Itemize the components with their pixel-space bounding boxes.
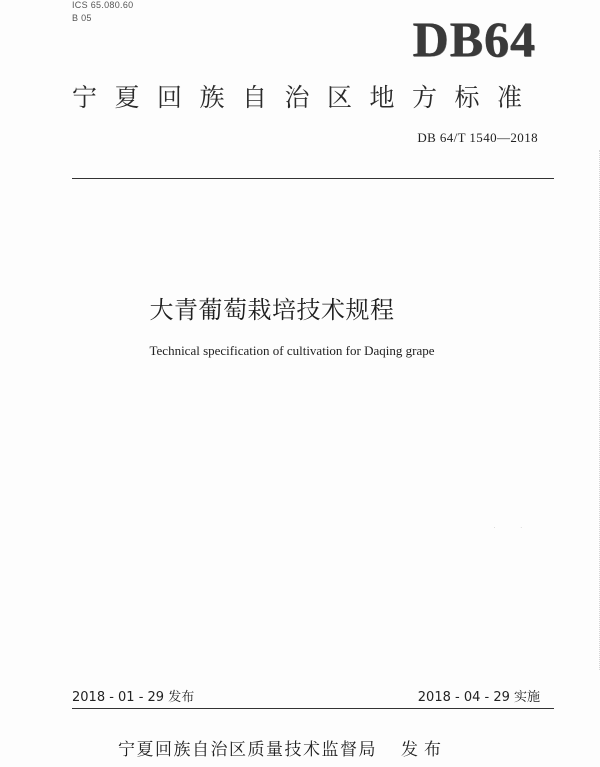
title-chinese-text: 大青葡萄栽培技术规程: [149, 296, 395, 324]
scan-edge-marks: [593, 150, 600, 670]
standard-type-heading: 宁夏回族自治区地方标准: [72, 83, 540, 112]
issuing-authority: [118, 735, 447, 760]
issuer-action: 发布: [401, 740, 447, 760]
standard-number: DB 64/T 1540—2018: [417, 130, 538, 145]
top-divider: [72, 178, 554, 179]
title-english-text: Technical specification of cultivation for Daqing grape: [149, 343, 435, 358]
ics-code: ICS 65.080.60: [72, 0, 134, 10]
implementation-date: 2018 - 04 - 29 实施: [417, 690, 540, 705]
scan-specks: · ·: [494, 525, 534, 530]
bottom-divider: [72, 708, 554, 709]
ccs-code: B 05: [72, 13, 92, 23]
issue-date: 2018 - 01 - 29 发布: [72, 690, 195, 705]
document-title-english: [0, 343, 600, 359]
document-title-chinese: [0, 290, 600, 325]
db64-logo: DB64: [412, 11, 536, 67]
issuer-name: 宁夏回族自治区质量技术监督局: [118, 740, 377, 760]
